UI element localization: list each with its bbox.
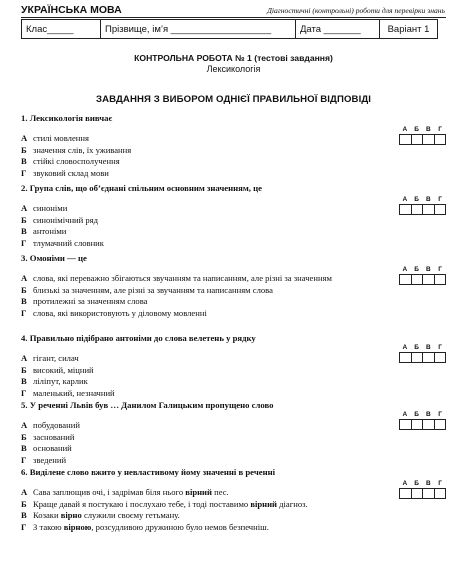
- date-field[interactable]: Дата _______: [296, 20, 380, 38]
- option-g: Г звуковий склад мови: [21, 167, 109, 178]
- option-b: Б близькі за значенням, але різні за звучанням та написанням слова: [21, 284, 273, 295]
- answer-box-a[interactable]: [400, 489, 412, 498]
- answer-box-a[interactable]: [400, 275, 412, 284]
- option-g: Г зведений: [21, 454, 67, 465]
- header-note: Діагностичні (контрольні) роботи для перевірки знань: [267, 6, 445, 15]
- option-g: Г З такою вірною, розсудливою дружиною було немов безпечніш.: [21, 521, 269, 532]
- answer-box-b[interactable]: [412, 275, 424, 284]
- question-1: [21, 113, 441, 179]
- question-text: 4. Правильно підібрано антоніми до слова велетень у рядку: [21, 333, 256, 343]
- answer-box-a[interactable]: [400, 420, 412, 429]
- question-6: [21, 467, 441, 533]
- answer-box-b[interactable]: [412, 420, 424, 429]
- answer-box-a[interactable]: [400, 205, 412, 214]
- topic-title: Лексикологія: [206, 64, 261, 74]
- option-v: В антоніми: [21, 226, 67, 237]
- answer-grid-4: А Б В Г: [399, 344, 446, 363]
- answer-box-b[interactable]: [412, 135, 424, 144]
- answer-grid-3: А Б В Г: [399, 266, 446, 285]
- work-title: КОНТРОЛЬНА РОБОТА № 1 (тестові завдання): [134, 53, 333, 63]
- answer-box-g[interactable]: [435, 353, 446, 362]
- header-divider: [21, 17, 446, 18]
- name-field[interactable]: Прізвище, ім’я ___________________: [101, 20, 296, 38]
- answer-box-v[interactable]: [423, 275, 435, 284]
- option-a: А синоніми: [21, 203, 68, 213]
- question-2: [21, 183, 441, 249]
- option-v: В стійкі словосполучення: [21, 156, 120, 167]
- question-text: 6. Виділене слово вжито у невластивому йому значенні в реченні: [21, 467, 275, 477]
- option-b: Б значення слів, їх уживання: [21, 144, 132, 155]
- option-v: В Козаки вірно служили своєму гетьману.: [21, 510, 180, 521]
- answer-box-b[interactable]: [412, 353, 424, 362]
- option-a: А побудований: [21, 420, 80, 430]
- answer-box-g[interactable]: [435, 135, 446, 144]
- answer-box-g[interactable]: [435, 420, 446, 429]
- answer-box-v[interactable]: [423, 205, 435, 214]
- option-b: Б заснований: [21, 431, 75, 442]
- option-a: А слова, які переважно збігаються звучанням та написанням, але різні за значенням: [21, 273, 332, 283]
- answer-grid-6: А Б В Г: [399, 480, 446, 499]
- question-4: [21, 333, 441, 399]
- answer-box-v[interactable]: [423, 135, 435, 144]
- answer-box-v[interactable]: [423, 420, 435, 429]
- option-b: Б Краще давай я постукаю і послухаю тебе, і тоді поставимо вірний діагноз.: [21, 498, 308, 509]
- option-g: Г тлумачний словник: [21, 237, 104, 248]
- class-field[interactable]: Клас_____: [22, 20, 101, 38]
- answer-box-g[interactable]: [435, 489, 446, 498]
- answer-box-a[interactable]: [400, 353, 412, 362]
- question-text: 2. Група слів, що об’єднані спільним основним значенням, це: [21, 183, 262, 193]
- option-v: В оснований: [21, 443, 72, 454]
- answer-box-a[interactable]: [400, 135, 412, 144]
- option-g: Г слова, які використовують у діловому мовленні: [21, 307, 207, 318]
- subject-title: УКРАЇНСЬКА МОВА: [21, 4, 122, 16]
- option-a: А Сава заплющив очі, і задрімав біля нього вірний пес.: [21, 487, 229, 497]
- option-g: Г маленький, незначний: [21, 387, 115, 398]
- answer-grid-5: А Б В Г: [399, 411, 446, 430]
- option-b: Б синонімічний ряд: [21, 214, 99, 225]
- answer-box-b[interactable]: [412, 205, 424, 214]
- question-text: 1. Лексикологія вивчає: [21, 113, 113, 123]
- answer-box-g[interactable]: [435, 275, 446, 284]
- option-v: В протилежні за значенням слова: [21, 296, 148, 307]
- question-text: 3. Омоніми — це: [21, 253, 87, 263]
- answer-grid-2: А Б В Г: [399, 196, 446, 215]
- answer-grid-1: А Б В Г: [399, 126, 446, 145]
- variant-label: Варіант 1: [387, 24, 430, 35]
- option-b: Б високий, міцний: [21, 364, 94, 375]
- option-a: А стилі мовлення: [21, 133, 89, 143]
- option-a: А гігант, силач: [21, 353, 79, 363]
- student-info-row: [21, 19, 438, 39]
- answer-box-v[interactable]: [423, 489, 435, 498]
- question-text: 5. У реченні Львів був … Данилом Галицьким пропущено слово: [21, 400, 274, 410]
- answer-box-v[interactable]: [423, 353, 435, 362]
- section-title: ЗАВДАННЯ З ВИБОРОМ ОДНІЄЇ ПРАВИЛЬНОЇ ВІДПОВІДІ: [95, 94, 372, 105]
- question-5: [21, 400, 441, 466]
- option-v: В ліліпут, карлик: [21, 376, 88, 387]
- answer-box-g[interactable]: [435, 205, 446, 214]
- question-3: [21, 253, 441, 319]
- answer-box-b[interactable]: [412, 489, 424, 498]
